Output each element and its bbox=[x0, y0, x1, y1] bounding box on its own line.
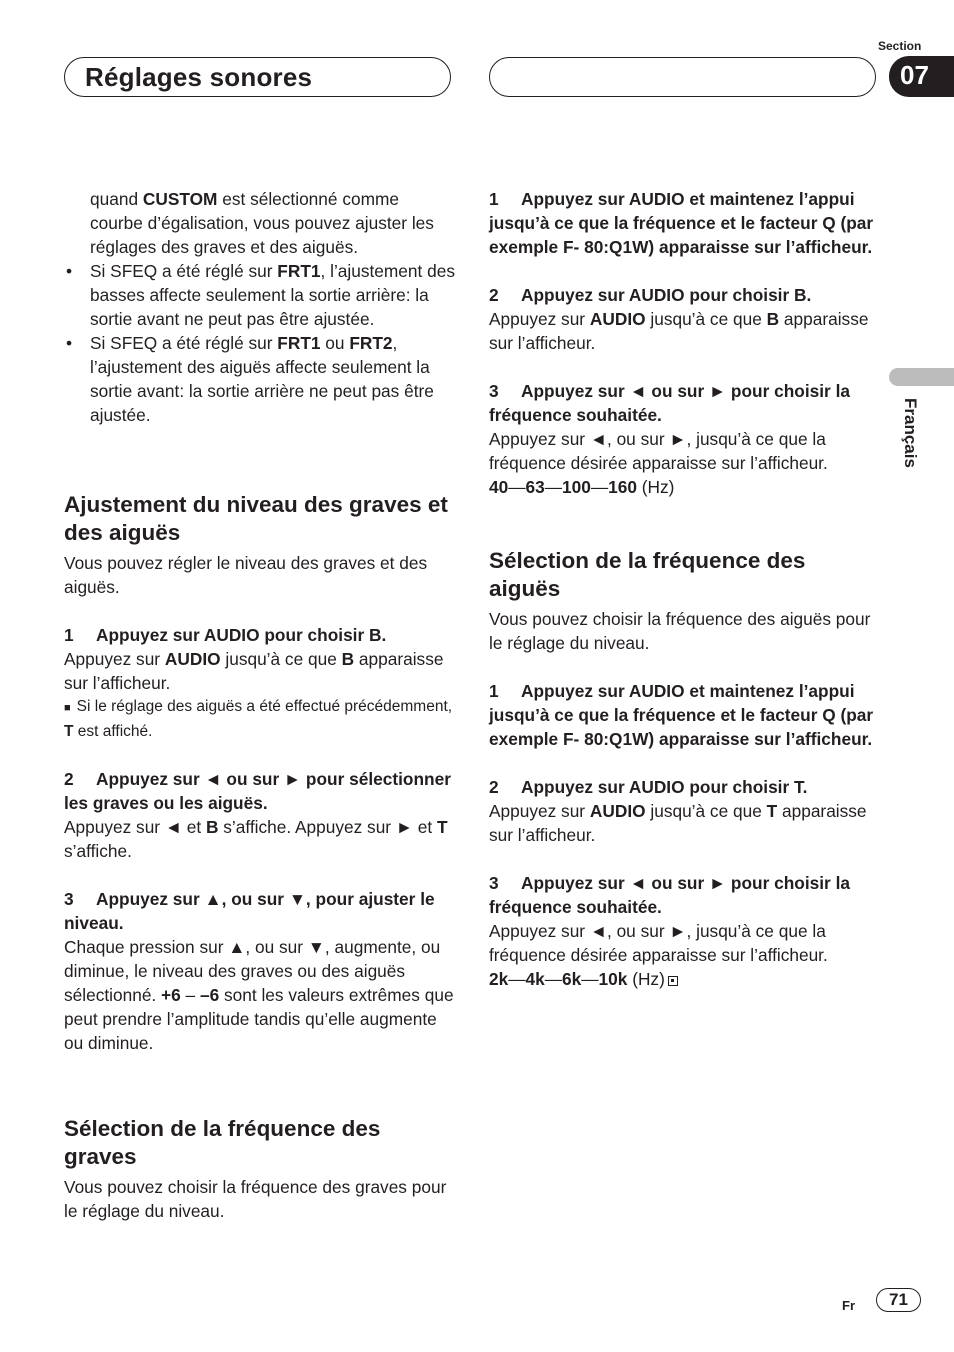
section-number: 07 bbox=[900, 60, 929, 90]
header-title-box bbox=[64, 57, 451, 97]
section-label: Section bbox=[878, 39, 922, 53]
section-tab bbox=[889, 56, 954, 97]
page-title: Réglages sonores bbox=[85, 62, 313, 92]
step-heading: 1 Appuyez sur AUDIO pour choisir B. bbox=[64, 625, 387, 645]
step-heading: 3 Appuyez sur ▲, ou sur ▼, pour ajuster le niveau. bbox=[64, 889, 435, 933]
step-body: Appuyez sur ◄ et B s’affiche. Appuyez sur ► et T s’affiche. bbox=[64, 817, 448, 861]
treble-frequency-list: 2k—4k—6k—10k (Hz) bbox=[489, 967, 881, 991]
bullet-icon: • bbox=[66, 261, 73, 281]
heading-bass-frequency: Sélection de la fréquence des graves bbox=[64, 1116, 381, 1169]
step-heading: 2 Appuyez sur ◄ ou sur ► pour sélectionner les graves ou les aiguës. bbox=[64, 769, 451, 813]
step-body: Chaque pression sur ▲, ou sur ▼, augmente, ou diminue, le niveau des graves ou des aiguës sélectionné. +6 – –6 sont les valeurs extrêmes que peut prendre l’amplitude tandis qu’elle augmente ou diminue. bbox=[64, 937, 454, 1053]
step-body: Appuyez sur ◄, ou sur ►, jusqu’à ce que la fréquence désirée apparaisse sur l’afficheur. bbox=[489, 921, 828, 965]
custom-note: quand CUSTOM est sélectionné comme courbe d’égalisation, vous pouvez ajuster les réglages des graves et des aiguës. bbox=[90, 189, 434, 257]
bass-frequency-list: 40—63—100—160 (Hz) bbox=[489, 477, 675, 497]
left-column bbox=[64, 187, 456, 1223]
note-square-icon: ■ bbox=[64, 702, 71, 714]
heading-level-adjust: Ajustement du niveau des graves et des aiguës bbox=[64, 492, 448, 545]
step-heading: 3 Appuyez sur ◄ ou sur ► pour choisir la fréquence souhaitée. bbox=[489, 381, 850, 425]
language-label: Français bbox=[901, 398, 920, 468]
step-heading: 3 Appuyez sur ◄ ou sur ► pour choisir la fréquence souhaitée. bbox=[489, 873, 850, 917]
step-heading: 1 Appuyez sur AUDIO et maintenez l’appui jusqu’à ce que la fréquence et le facteur Q (par exemple F- 80:Q1W) apparaisse sur l’afficheur. bbox=[489, 189, 874, 257]
bullet-item: • Si SFEQ a été réglé sur FRT1 ou FRT2, l’ajustement des aiguës affecte seulement la sortie avant: la sortie arrière ne peut pas être ajustée. bbox=[66, 333, 434, 425]
level-intro: Vous pouvez régler le niveau des graves et des aiguës. bbox=[64, 553, 428, 597]
bass-intro: Vous pouvez choisir la fréquence des graves pour le réglage du niveau. bbox=[64, 1177, 447, 1221]
step-body: Appuyez sur AUDIO jusqu’à ce que T apparaisse sur l’afficheur. bbox=[489, 801, 867, 845]
header-empty-box bbox=[489, 57, 876, 97]
bullet-item: • Si SFEQ a été réglé sur FRT1, l’ajustement des basses affecte seulement la sortie arrière: la sortie avant ne peut pas être ajustée. bbox=[66, 261, 455, 329]
language-tab-bar bbox=[889, 368, 954, 386]
step-body: Appuyez sur ◄, ou sur ►, jusqu’à ce que la fréquence désirée apparaisse sur l’afficheur. bbox=[489, 429, 828, 473]
heading-treble-frequency: Sélection de la fréquence des aiguës bbox=[489, 548, 806, 601]
bullet-icon: • bbox=[66, 333, 73, 353]
footer-language-code: Fr bbox=[842, 1298, 855, 1313]
step-heading: 2 Appuyez sur AUDIO pour choisir B. bbox=[489, 285, 812, 305]
treble-intro: Vous pouvez choisir la fréquence des aiguës pour le réglage du niveau. bbox=[489, 609, 871, 653]
page-number: 71 bbox=[876, 1288, 921, 1312]
step-body: Appuyez sur AUDIO jusqu’à ce que B apparaisse sur l’afficheur. bbox=[489, 309, 869, 353]
right-column bbox=[489, 187, 881, 991]
end-of-section-icon bbox=[668, 976, 678, 986]
step-heading: 1 Appuyez sur AUDIO et maintenez l’appui jusqu’à ce que la fréquence et le facteur Q (par exemple F- 80:Q1W) apparaisse sur l’afficheur. bbox=[489, 681, 874, 749]
note: ■ Si le réglage des aiguës a été effectué précédemment, T est affiché. bbox=[64, 698, 453, 740]
step-body: Appuyez sur AUDIO jusqu’à ce que B apparaisse sur l’afficheur. bbox=[64, 649, 444, 693]
step-heading: 2 Appuyez sur AUDIO pour choisir T. bbox=[489, 777, 808, 797]
